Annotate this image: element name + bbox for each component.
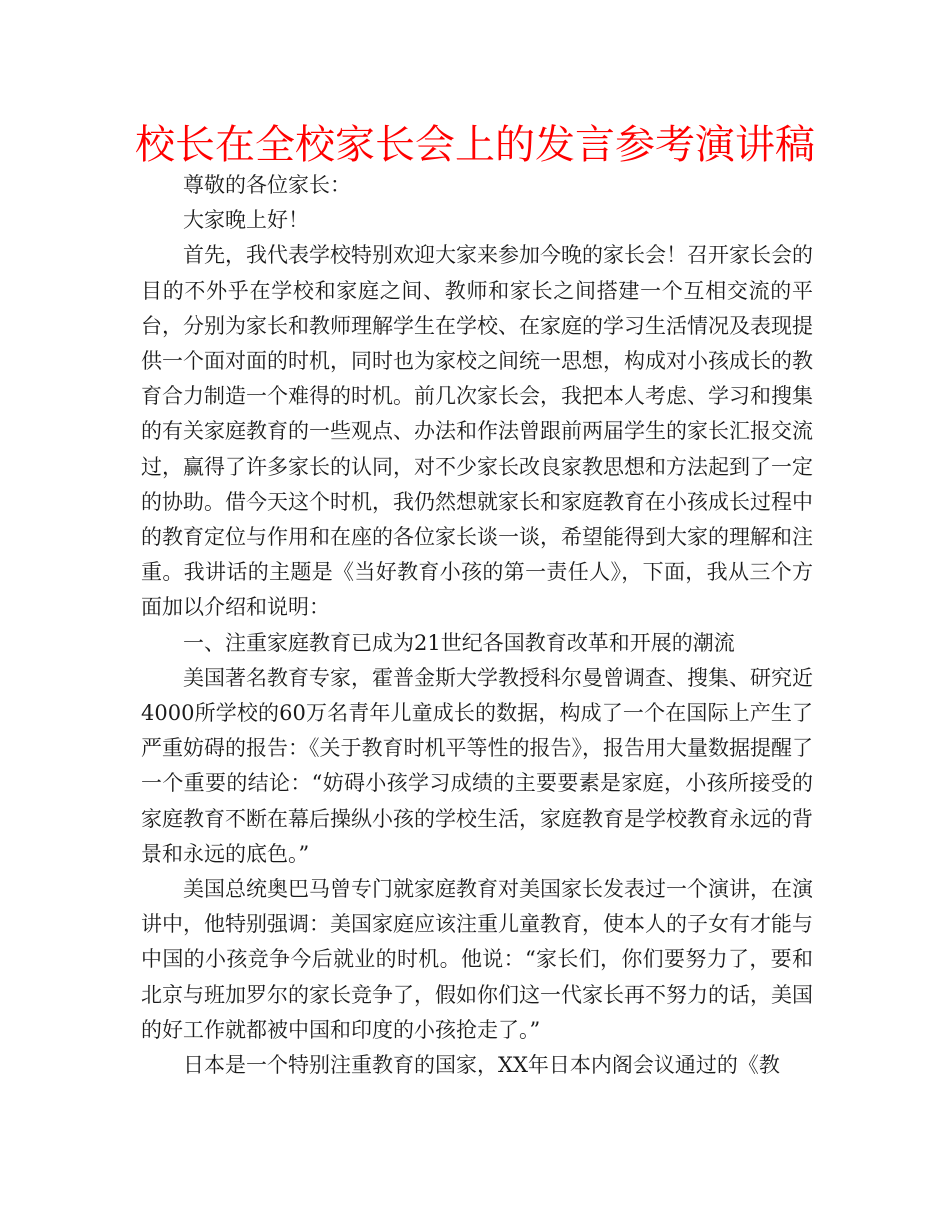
greeting: 大家晚上好！	[183, 208, 309, 233]
paragraph-introduction: 首先，我代表学校特别欢迎大家来参加今晚的家长会！召开家长会的目的不外乎在学校和家庭之间、教师和家长之间搭建一个互相交流的平台，分别为家长和教师理解学生在学校、在家庭的学习生活情况及表现提供一个面对面的时机，同时也为家校之间统一思想，构成对小孩成长的教育合力制造一个难得的时机。前几次家长会，我把本人考虑、学习和搜集的有关家庭教育的一些观点、办法和作法曾跟前两届学生的家长汇报交流过，赢得了许多家长的认同，对不少家长改良家教思想和方法起到了一定的协助。借今天这个时机，我仍然想就家长和家庭教育在小孩成长过程中的教育定位与作用和在座的各位家长谈一谈，希望能得到大家的理解和注重。我讲话的主题是《当好教育小孩的第一责任人》，下面，我从三个方面加以介绍和说明：	[141, 243, 813, 620]
paragraph-obama-speech: 美国总统奥巴马曾专门就家庭教育对美国家长发表过一个演讲，在演讲中，他特别强调：美国家庭应该注重儿童教育，使本人的子女有才能与中国的小孩竞争今后就业的时机。他说：“家长们，你们要努力了，要和北京与班加罗尔的家长竞争了，假如你们这一代家长再不努力的话，美国的好工作就都被中国和印度的小孩抢走了。”	[141, 877, 813, 1042]
paragraph-coleman-report: 美国著名教育专家，霍普金斯大学教授科尔曼曾调查、搜集、研究近4000所学校的60万名青年儿童成长的数据，构成了一个在国际上产生了严重妨碍的报告：《关于教育时机平等性的报告》，报告用大量数据提醒了一个重要的结论：“妨碍小孩学习成绩的主要要素是家庭，小孩所接受的家庭教育不断在幕后操纵小孩的学校生活，家庭教育是学校教育永远的背景和永远的底色。”	[141, 665, 813, 866]
paragraph-japan: 日本是一个特别注重教育的国家，XX年日本内阁会议通过的《教	[183, 1053, 780, 1078]
salutation: 尊敬的各位家长：	[183, 173, 351, 197]
section-heading-1: 一、注重家庭教育已成为21世纪各国教育改革和开展的潮流	[183, 630, 735, 655]
document-body	[141, 168, 813, 1083]
document-title: 校长在全校家长会上的发言参考演讲稿	[135, 122, 815, 168]
